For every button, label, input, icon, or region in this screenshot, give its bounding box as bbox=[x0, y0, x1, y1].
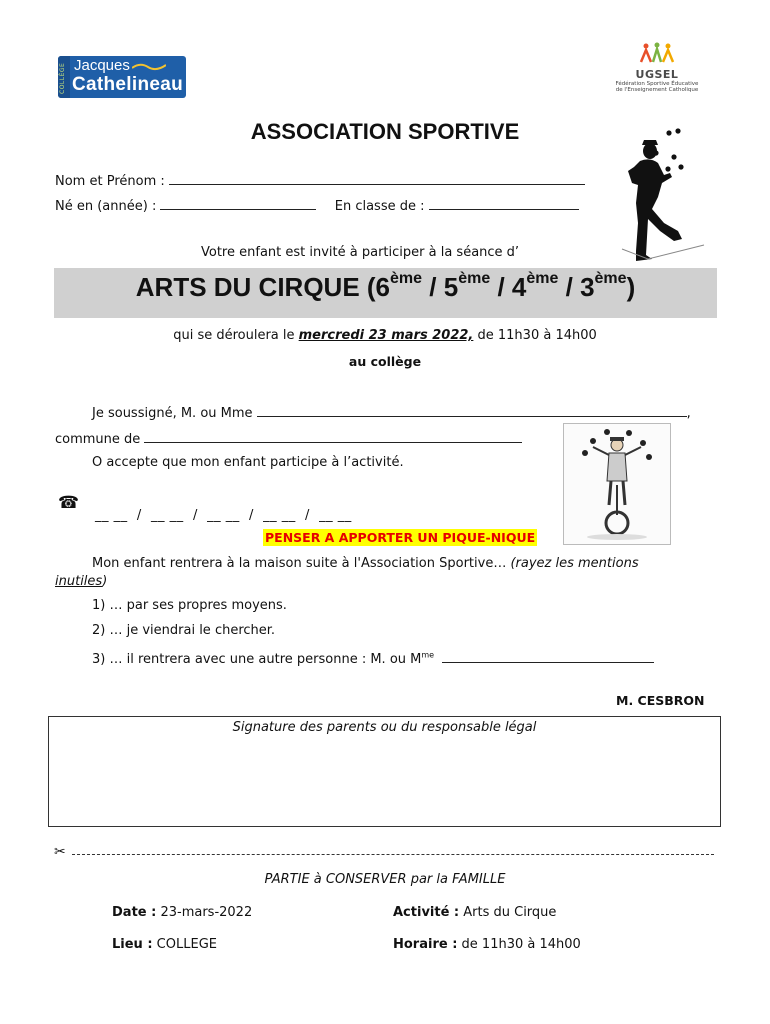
annee-field[interactable] bbox=[160, 196, 316, 210]
commune-row bbox=[55, 429, 522, 447]
logo-wave-icon bbox=[132, 62, 166, 71]
soussigne-comma: , bbox=[686, 406, 691, 421]
return-option-1[interactable]: 1) … par ses propres moyens. bbox=[92, 598, 287, 613]
activite-value: Arts du Cirque bbox=[459, 905, 557, 920]
detail-lieu bbox=[112, 937, 217, 952]
banner-sep: / bbox=[558, 272, 581, 302]
pique-nique-notice: PENSER A APPORTER UN PIQUE-NIQUE bbox=[265, 530, 536, 545]
detail-date bbox=[112, 905, 252, 920]
ugsel-logo bbox=[612, 42, 702, 102]
banner-sup-4: ème bbox=[526, 270, 559, 287]
banner-sup-6: ème bbox=[390, 270, 423, 287]
nom-field[interactable] bbox=[169, 171, 585, 185]
logo-side-text: COLLÈGE bbox=[59, 62, 66, 94]
banner-3: 3 bbox=[580, 272, 595, 302]
lieu-label: Lieu : bbox=[112, 937, 153, 952]
banner-5: 5 bbox=[443, 272, 459, 302]
phone-icon: ☎ bbox=[58, 493, 80, 513]
autre-personne-field[interactable] bbox=[442, 649, 654, 663]
schedule-line bbox=[0, 328, 770, 343]
college-logo bbox=[58, 56, 186, 98]
return-option-3-text: 3) … il rentrera avec une autre personne : M. ou M bbox=[92, 652, 422, 667]
nom-label: Nom et Prénom : bbox=[55, 174, 165, 189]
banner-main: ARTS DU CIRQUE (6 bbox=[135, 272, 391, 302]
banner-sup-3: ème bbox=[594, 270, 627, 287]
banner-sep: / bbox=[490, 272, 512, 302]
ugsel-name: UGSEL bbox=[635, 68, 679, 81]
schedule-prefix: qui se déroulera le bbox=[173, 328, 299, 343]
classe-field[interactable] bbox=[429, 196, 579, 210]
nom-row bbox=[55, 171, 585, 189]
soussigne-row bbox=[92, 403, 691, 421]
return-option-3[interactable] bbox=[92, 649, 654, 667]
lieu-value: COLLEGE bbox=[152, 937, 217, 952]
schedule-suffix: de 11h30 à 14h00 bbox=[473, 328, 597, 343]
return-intro bbox=[55, 555, 717, 591]
commune-field[interactable] bbox=[144, 429, 522, 443]
date-value: 23-mars-2022 bbox=[156, 905, 253, 920]
activity-title bbox=[54, 272, 717, 303]
au-college: au collège bbox=[348, 354, 422, 369]
detail-activite bbox=[393, 905, 556, 920]
banner-sep: / bbox=[422, 272, 444, 302]
cut-line bbox=[72, 848, 714, 855]
soussigne-label: Je soussigné, M. ou Mme bbox=[92, 406, 253, 421]
juggler-silhouette-icon bbox=[612, 127, 707, 267]
page-title: ASSOCIATION SPORTIVE bbox=[250, 119, 520, 144]
return-intro-italic: (rayez les mentions bbox=[510, 556, 639, 571]
ugsel-sub2: de l'Enseignement Catholique bbox=[615, 87, 699, 93]
ne-row bbox=[55, 196, 579, 214]
logo-line2: Cathelineau bbox=[72, 74, 183, 95]
ugsel-sub1: Fédération Sportive Éducative bbox=[615, 81, 699, 87]
signature-label: Signature des parents ou du responsable légal bbox=[232, 720, 537, 735]
partie-title: PARTIE à CONSERVER par la FAMILLE bbox=[264, 872, 506, 887]
detail-horaire bbox=[393, 937, 581, 952]
banner-sup-5: ème bbox=[458, 270, 491, 287]
commune-label: commune de bbox=[55, 432, 141, 447]
logo-line1: Jacques bbox=[74, 57, 130, 74]
ne-label: Né en (année) : bbox=[55, 199, 157, 214]
signer-name: M. CESBRON bbox=[616, 693, 705, 708]
return-option-2[interactable]: 2) … je viendrai le chercher. bbox=[92, 623, 276, 638]
schedule-date: mercredi 23 mars 2022, bbox=[298, 328, 474, 343]
horaire-label: Horaire : bbox=[393, 937, 458, 952]
date-label: Date : bbox=[112, 905, 157, 920]
return-intro-text: Mon enfant rentrera à la maison suite à l'Association Sportive… bbox=[92, 556, 511, 571]
horaire-value: de 11h30 à 14h00 bbox=[457, 937, 581, 952]
classe-label: En classe de : bbox=[334, 199, 425, 214]
activite-label: Activité : bbox=[393, 905, 460, 920]
accepte-checkbox-text[interactable]: O accepte que mon enfant participe à l’activité. bbox=[92, 455, 404, 470]
return-intro-end: ) bbox=[102, 574, 108, 589]
invite-text: Votre enfant est invité à participer à la séance d’ bbox=[201, 245, 520, 260]
return-option-3-sup: me bbox=[421, 650, 435, 660]
scissors-icon: ✂ bbox=[54, 844, 66, 860]
unicycle-juggler-icon bbox=[563, 423, 671, 545]
phone-number-field[interactable]: __ __ / __ __ / __ __ / __ __ / __ __ bbox=[95, 508, 352, 523]
soussigne-field[interactable] bbox=[257, 403, 687, 417]
banner-close: ) bbox=[626, 272, 636, 302]
return-intro-inutiles: inutiles bbox=[55, 574, 103, 589]
ugsel-figures-icon bbox=[637, 42, 677, 64]
banner-4: 4 bbox=[511, 272, 527, 302]
